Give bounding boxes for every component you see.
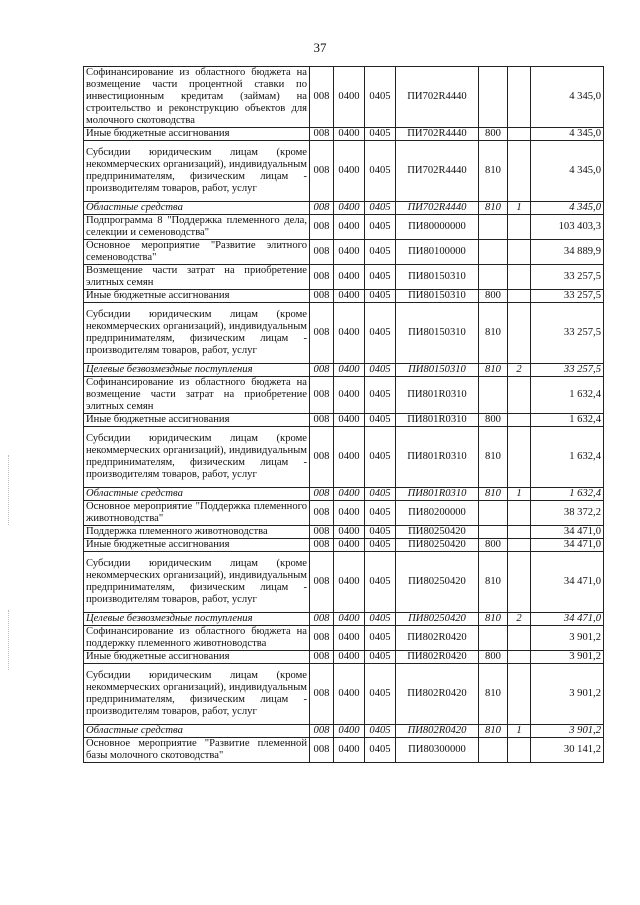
row-name: Субсидии юридическим лицам (кроме некоммерческих организаций), индивидуальным предпринимателям, физическим лицам - производителям товаров, работ, услуг xyxy=(84,303,310,364)
amount: 34 889,9 xyxy=(531,240,604,265)
code-source xyxy=(508,141,531,202)
table-row xyxy=(84,613,604,626)
code-vr: 810 xyxy=(479,427,508,488)
amount: 33 257,5 xyxy=(531,303,604,364)
row-name: Областные средства xyxy=(84,202,310,215)
code-ved: 008 xyxy=(310,626,334,651)
amount: 34 471,0 xyxy=(531,552,604,613)
code-csr: ПИ80250420 xyxy=(396,539,479,552)
code-rz: 0400 xyxy=(334,377,365,414)
code-ved: 008 xyxy=(310,290,334,303)
amount: 1 632,4 xyxy=(531,414,604,427)
code-csr: ПИ80150310 xyxy=(396,303,479,364)
code-ved: 008 xyxy=(310,67,334,128)
code-pr: 0405 xyxy=(365,539,396,552)
code-rz: 0400 xyxy=(334,552,365,613)
code-csr: ПИ702R4440 xyxy=(396,202,479,215)
amount: 33 257,5 xyxy=(531,364,604,377)
code-ved: 008 xyxy=(310,501,334,526)
row-name: Софинансирование из областного бюджета на возмещение части затрат на приобретение элитных семян xyxy=(84,377,310,414)
code-vr xyxy=(479,240,508,265)
row-name: Иные бюджетные ассигнования xyxy=(84,539,310,552)
code-pr: 0405 xyxy=(365,128,396,141)
code-pr: 0405 xyxy=(365,738,396,763)
code-vr: 810 xyxy=(479,664,508,725)
code-vr xyxy=(479,501,508,526)
row-name: Иные бюджетные ассигнования xyxy=(84,414,310,427)
code-vr: 800 xyxy=(479,128,508,141)
code-source xyxy=(508,626,531,651)
code-source xyxy=(508,128,531,141)
table-row xyxy=(84,501,604,526)
code-csr: ПИ80100000 xyxy=(396,240,479,265)
code-vr: 800 xyxy=(479,539,508,552)
code-ved: 008 xyxy=(310,202,334,215)
code-rz: 0400 xyxy=(334,626,365,651)
row-name: Областные средства xyxy=(84,725,310,738)
code-vr xyxy=(479,626,508,651)
code-rz: 0400 xyxy=(334,141,365,202)
table-row xyxy=(84,539,604,552)
code-pr: 0405 xyxy=(365,427,396,488)
table-row xyxy=(84,664,604,725)
code-source xyxy=(508,501,531,526)
code-csr: ПИ801R0310 xyxy=(396,427,479,488)
code-source xyxy=(508,67,531,128)
code-vr xyxy=(479,265,508,290)
code-vr: 800 xyxy=(479,414,508,427)
code-pr: 0405 xyxy=(365,67,396,128)
amount: 4 345,0 xyxy=(531,67,604,128)
code-source xyxy=(508,539,531,552)
code-pr: 0405 xyxy=(365,265,396,290)
code-ved: 008 xyxy=(310,377,334,414)
amount: 34 471,0 xyxy=(531,613,604,626)
row-name: Иные бюджетные ассигнования xyxy=(84,290,310,303)
amount: 1 632,4 xyxy=(531,427,604,488)
amount: 1 632,4 xyxy=(531,488,604,501)
code-rz: 0400 xyxy=(334,526,365,539)
budget-table-body xyxy=(84,67,604,763)
table-row xyxy=(84,738,604,763)
amount: 4 345,0 xyxy=(531,202,604,215)
code-vr: 810 xyxy=(479,725,508,738)
row-name: Подпрограмма 8 "Поддержка племенного дела, селекции и семеноводства" xyxy=(84,215,310,240)
code-source: 2 xyxy=(508,613,531,626)
scan-edge-mark xyxy=(8,610,10,670)
code-rz: 0400 xyxy=(334,427,365,488)
code-pr: 0405 xyxy=(365,215,396,240)
code-vr: 810 xyxy=(479,202,508,215)
row-name: Поддержка племенного животноводства xyxy=(84,526,310,539)
row-name: Субсидии юридическим лицам (кроме некоммерческих организаций), индивидуальным предпринимателям, физическим лицам - производителям товаров, работ, услуг xyxy=(84,141,310,202)
table-row xyxy=(84,552,604,613)
code-pr: 0405 xyxy=(365,414,396,427)
code-csr: ПИ80150310 xyxy=(396,290,479,303)
table-row xyxy=(84,215,604,240)
table-row xyxy=(84,364,604,377)
code-csr: ПИ702R4440 xyxy=(396,141,479,202)
code-ved: 008 xyxy=(310,725,334,738)
code-rz: 0400 xyxy=(334,664,365,725)
code-rz: 0400 xyxy=(334,414,365,427)
code-vr xyxy=(479,215,508,240)
amount: 33 257,5 xyxy=(531,265,604,290)
amount: 1 632,4 xyxy=(531,377,604,414)
code-ved: 008 xyxy=(310,414,334,427)
code-source xyxy=(508,552,531,613)
row-name: Целевые безвозмездные поступления xyxy=(84,364,310,377)
code-rz: 0400 xyxy=(334,651,365,664)
table-row xyxy=(84,202,604,215)
code-csr: ПИ802R0420 xyxy=(396,725,479,738)
table-row xyxy=(84,488,604,501)
code-pr: 0405 xyxy=(365,202,396,215)
amount: 4 345,0 xyxy=(531,128,604,141)
code-source xyxy=(508,303,531,364)
code-source xyxy=(508,526,531,539)
code-csr: ПИ802R0420 xyxy=(396,651,479,664)
row-name: Областные средства xyxy=(84,488,310,501)
row-name: Целевые безвозмездные поступления xyxy=(84,613,310,626)
table-row xyxy=(84,141,604,202)
code-pr: 0405 xyxy=(365,240,396,265)
code-source xyxy=(508,664,531,725)
code-csr: ПИ802R0420 xyxy=(396,626,479,651)
code-vr: 810 xyxy=(479,364,508,377)
code-pr: 0405 xyxy=(365,377,396,414)
budget-table xyxy=(83,66,604,763)
table-row xyxy=(84,240,604,265)
amount: 34 471,0 xyxy=(531,539,604,552)
row-name: Возмещение части затрат на приобретение элитных семян xyxy=(84,265,310,290)
code-vr: 810 xyxy=(479,488,508,501)
code-csr: ПИ80300000 xyxy=(396,738,479,763)
code-ved: 008 xyxy=(310,488,334,501)
row-name: Субсидии юридическим лицам (кроме некоммерческих организаций), индивидуальным предпринимателям, физическим лицам - производителям товаров, работ, услуг xyxy=(84,664,310,725)
code-vr: 800 xyxy=(479,290,508,303)
code-source xyxy=(508,414,531,427)
code-csr: ПИ80250420 xyxy=(396,526,479,539)
code-ved: 008 xyxy=(310,539,334,552)
code-rz: 0400 xyxy=(334,738,365,763)
table-row xyxy=(84,290,604,303)
code-ved: 008 xyxy=(310,738,334,763)
code-ved: 008 xyxy=(310,265,334,290)
table-row xyxy=(84,303,604,364)
scan-edge-mark xyxy=(8,455,10,525)
code-ved: 008 xyxy=(310,128,334,141)
code-ved: 008 xyxy=(310,552,334,613)
amount: 30 141,2 xyxy=(531,738,604,763)
code-pr: 0405 xyxy=(365,626,396,651)
row-name: Субсидии юридическим лицам (кроме некоммерческих организаций), индивидуальным предпринимателям, физическим лицам - производителям товаров, работ, услуг xyxy=(84,552,310,613)
code-ved: 008 xyxy=(310,427,334,488)
table-row xyxy=(84,265,604,290)
code-source xyxy=(508,240,531,265)
code-pr: 0405 xyxy=(365,725,396,738)
row-name: Софинансирование из областного бюджета на поддержку племенного животноводства xyxy=(84,626,310,651)
code-csr: ПИ80200000 xyxy=(396,501,479,526)
code-csr: ПИ80150310 xyxy=(396,265,479,290)
page-number: 37 xyxy=(313,40,327,55)
code-vr: 810 xyxy=(479,303,508,364)
code-source xyxy=(508,651,531,664)
code-rz: 0400 xyxy=(334,290,365,303)
table-row xyxy=(84,526,604,539)
code-csr: ПИ80250420 xyxy=(396,613,479,626)
amount: 38 372,2 xyxy=(531,501,604,526)
code-source xyxy=(508,377,531,414)
code-rz: 0400 xyxy=(334,128,365,141)
code-source xyxy=(508,738,531,763)
code-rz: 0400 xyxy=(334,501,365,526)
code-csr: ПИ801R0310 xyxy=(396,377,479,414)
code-csr: ПИ801R0310 xyxy=(396,414,479,427)
table-row xyxy=(84,377,604,414)
code-pr: 0405 xyxy=(365,290,396,303)
code-pr: 0405 xyxy=(365,526,396,539)
code-pr: 0405 xyxy=(365,501,396,526)
code-pr: 0405 xyxy=(365,364,396,377)
code-csr: ПИ802R0420 xyxy=(396,664,479,725)
code-csr: ПИ80150310 xyxy=(396,364,479,377)
code-pr: 0405 xyxy=(365,303,396,364)
code-csr: ПИ80250420 xyxy=(396,552,479,613)
row-name: Софинансирование из областного бюджета на возмещение части процентной ставки по инвестиционным кредитам (займам) на строительство и реконструкцию объектов для молочного скотоводства xyxy=(84,67,310,128)
code-source: 1 xyxy=(508,202,531,215)
code-vr xyxy=(479,738,508,763)
code-csr: ПИ801R0310 xyxy=(396,488,479,501)
row-name: Субсидии юридическим лицам (кроме некоммерческих организаций), индивидуальным предпринимателям, физическим лицам - производителям товаров, работ, услуг xyxy=(84,427,310,488)
code-source: 1 xyxy=(508,488,531,501)
code-pr: 0405 xyxy=(365,664,396,725)
code-ved: 008 xyxy=(310,303,334,364)
code-vr xyxy=(479,67,508,128)
row-name: Основное мероприятие "Развитие племенной базы молочного скотоводства" xyxy=(84,738,310,763)
code-pr: 0405 xyxy=(365,613,396,626)
code-ved: 008 xyxy=(310,215,334,240)
code-rz: 0400 xyxy=(334,613,365,626)
code-vr xyxy=(479,377,508,414)
amount: 4 345,0 xyxy=(531,141,604,202)
code-csr: ПИ80000000 xyxy=(396,215,479,240)
table-row xyxy=(84,626,604,651)
code-vr: 810 xyxy=(479,613,508,626)
code-ved: 008 xyxy=(310,364,334,377)
code-vr: 810 xyxy=(479,141,508,202)
code-pr: 0405 xyxy=(365,552,396,613)
table-row xyxy=(84,67,604,128)
code-rz: 0400 xyxy=(334,202,365,215)
code-rz: 0400 xyxy=(334,539,365,552)
amount: 3 901,2 xyxy=(531,651,604,664)
amount: 103 403,3 xyxy=(531,215,604,240)
table-row xyxy=(84,414,604,427)
code-ved: 008 xyxy=(310,651,334,664)
code-rz: 0400 xyxy=(334,265,365,290)
code-pr: 0405 xyxy=(365,488,396,501)
code-source: 2 xyxy=(508,364,531,377)
code-source xyxy=(508,290,531,303)
code-ved: 008 xyxy=(310,664,334,725)
code-ved: 008 xyxy=(310,613,334,626)
amount: 33 257,5 xyxy=(531,290,604,303)
code-pr: 0405 xyxy=(365,141,396,202)
table-row xyxy=(84,427,604,488)
code-source: 1 xyxy=(508,725,531,738)
amount: 3 901,2 xyxy=(531,664,604,725)
table-row xyxy=(84,128,604,141)
code-csr: ПИ702R4440 xyxy=(396,67,479,128)
code-source xyxy=(508,265,531,290)
row-name: Иные бюджетные ассигнования xyxy=(84,651,310,664)
code-ved: 008 xyxy=(310,526,334,539)
code-rz: 0400 xyxy=(334,488,365,501)
code-rz: 0400 xyxy=(334,364,365,377)
row-name: Основное мероприятие "Поддержка племенного животноводства" xyxy=(84,501,310,526)
code-vr xyxy=(479,526,508,539)
row-name: Иные бюджетные ассигнования xyxy=(84,128,310,141)
code-rz: 0400 xyxy=(334,215,365,240)
code-source xyxy=(508,215,531,240)
code-csr: ПИ702R4440 xyxy=(396,128,479,141)
code-rz: 0400 xyxy=(334,725,365,738)
table-row xyxy=(84,651,604,664)
row-name: Основное мероприятие "Развитие элитного семеноводства" xyxy=(84,240,310,265)
amount: 3 901,2 xyxy=(531,725,604,738)
code-rz: 0400 xyxy=(334,240,365,265)
code-ved: 008 xyxy=(310,240,334,265)
amount: 34 471,0 xyxy=(531,526,604,539)
amount: 3 901,2 xyxy=(531,626,604,651)
code-vr: 800 xyxy=(479,651,508,664)
table-row xyxy=(84,725,604,738)
code-rz: 0400 xyxy=(334,303,365,364)
code-vr: 810 xyxy=(479,552,508,613)
code-ved: 008 xyxy=(310,141,334,202)
code-pr: 0405 xyxy=(365,651,396,664)
code-source xyxy=(508,427,531,488)
code-rz: 0400 xyxy=(334,67,365,128)
